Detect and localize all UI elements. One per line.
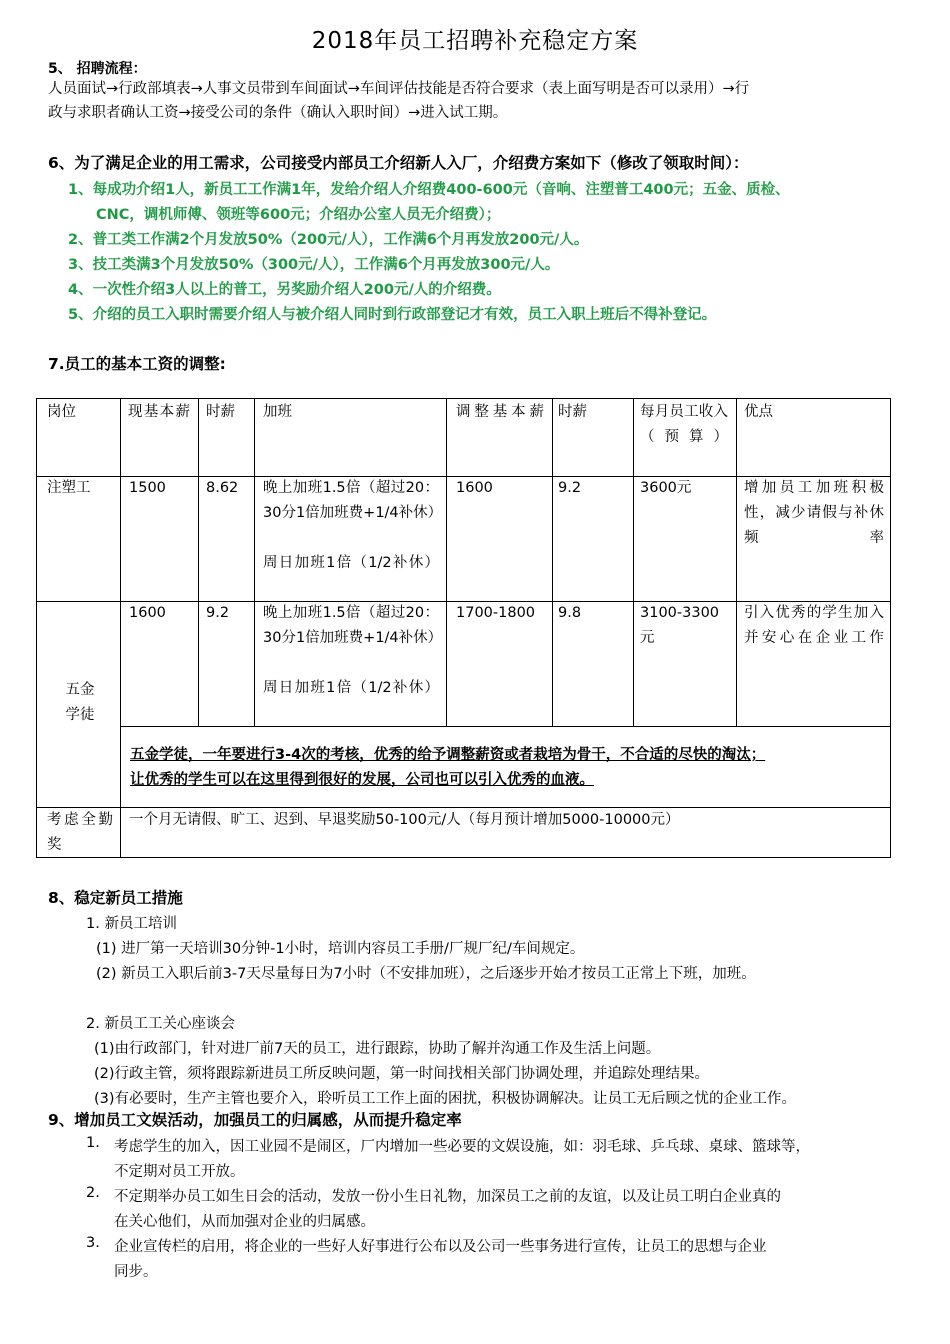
- section9-item-number: 3.: [86, 1235, 100, 1251]
- row1-advantage: 增加员工加班积极性，减少请假与补休频率: [744, 480, 884, 546]
- section9-item-line: 不定期对员工开放。: [114, 1164, 245, 1180]
- section5-heading: 5、 招聘流程：: [48, 61, 147, 77]
- row2-post-text: 五金学徒: [65, 682, 95, 723]
- section9-item-line: 企业宣传栏的启用，将企业的一些好人好事进行公布以及公司一些事务进行宣传，让员工的思想与企业: [114, 1239, 767, 1255]
- section9-item-line: 在关心他们，从而加强对企业的归属感。: [114, 1214, 375, 1230]
- header-overtime: 加班: [263, 404, 292, 420]
- section8-subheading: 2. 新员工工关心座谈会: [86, 1016, 235, 1032]
- section7-heading: 7.员工的基本工资的调整:: [48, 355, 226, 373]
- table-col-divider: [198, 398, 199, 726]
- header-hourly: 时薪: [206, 404, 235, 420]
- header-advantage: 优点: [744, 404, 773, 420]
- section9-item-number: 1.: [86, 1135, 100, 1151]
- attendance-text: 一个月无请假、旷工、迟到、早退奖励50-100元/人（每月预计增加5000-10000元）: [129, 812, 680, 828]
- row1-new-hourly: 9.2: [558, 480, 582, 496]
- header-base-salary: 现基本薪: [128, 404, 190, 420]
- row1-monthly-income: 3600元: [640, 480, 692, 496]
- row1-base-salary: 1500: [129, 480, 166, 496]
- header-post: 岗位: [47, 404, 76, 420]
- section5-line: 政与求职者确认工资→接受公司的条件（确认入职时间）→进入试工期。: [48, 105, 508, 121]
- table-col-divider: [633, 398, 634, 726]
- section6-item: 5、介绍的员工入职时需要介绍人与被介绍人同时到行政部登记才有效，员工入职上班后不得补登记。: [68, 307, 717, 323]
- table-border: [890, 398, 891, 858]
- row1-new-base-salary: 1600: [456, 480, 493, 496]
- table-col-divider: [736, 398, 737, 726]
- apprentice-note: 让优秀的学生可以在这里得到很好的发展，公司也可以引入优秀的血液。: [130, 772, 594, 788]
- row2-overtime-night: 晚上加班1.5倍（超过20：30分1倍加班费+1/4补休）: [263, 605, 443, 646]
- header-monthly-income: 每月员工收入（预算）: [640, 404, 728, 445]
- table-col-divider: [120, 398, 121, 858]
- table-border: [36, 857, 891, 858]
- section6-item: 1、每成功介绍1人，新员工工作满1年，发给介绍人介绍费400-600元（音响、注塑普工400元；五金、质检、: [68, 182, 790, 198]
- section9-item-line: 同步。: [114, 1264, 158, 1280]
- row1-hourly: 8.62: [206, 480, 239, 496]
- section8-subheading: 1. 新员工培训: [86, 916, 177, 932]
- attendance-label: 考虑全勤奖: [47, 812, 113, 853]
- row2-hourly: 9.2: [206, 605, 230, 621]
- document-title: 2018年员工招聘补充稳定方案: [311, 28, 639, 54]
- header-new-hourly: 时薪: [558, 404, 587, 420]
- row2-base-salary: 1600: [129, 605, 166, 621]
- row2-post: [46, 678, 114, 728]
- section9-heading: 9、增加员工文娱活动，加强员工的归属感，从而提升稳定率: [48, 1111, 462, 1129]
- table-border: [36, 398, 891, 399]
- row2-advantage: 引入优秀的学生加入并安心在企业工作: [744, 605, 884, 646]
- section8-heading: 8、稳定新员工措施: [48, 889, 183, 907]
- section8-item: (1)由行政部门，针对进厂前7天的员工，进行跟踪，协助了解并沟通工作及生活上问题。: [94, 1041, 661, 1057]
- section8-item: (2)行政主管，须将跟踪新进员工所反映问题，第一时间找相关部门协调处理，并追踪处理结果。: [94, 1066, 710, 1082]
- section5-paragraph: [48, 77, 749, 125]
- section6-item: 2、普工类工作满2个月发放50%（200元/人），工作满6个月再发放200元/人。: [68, 232, 589, 248]
- section8-item: (1) 进厂第一天培训30分钟-1小时，培训内容员工手册/厂规厂纪/车间规定。: [96, 941, 585, 957]
- section6-heading: 6、为了满足企业的用工需求，公司接受内部员工介绍新人入厂，介绍费方案如下（修改了领取时间）：: [48, 154, 749, 172]
- apprentice-note: 五金学徒，一年要进行3-4次的考核，优秀的给予调整薪资或者栽培为骨干，不合适的尽快的淘汰；: [130, 747, 766, 763]
- section6-item: CNC，调机师傅、领班等600元；介绍办公室人员无介绍费）；: [96, 207, 501, 223]
- section6-item: 3、技工类满3个月发放50%（300元/人），工作满6个月再发放300元/人。: [68, 257, 560, 273]
- table-row-divider: [120, 726, 891, 727]
- row2-overtime-sunday: 周日加班1倍（1/2补休）: [263, 680, 439, 696]
- header-new-base-salary: 调整基本薪: [456, 404, 544, 420]
- table-col-divider: [254, 398, 255, 726]
- section8-item: (2) 新员工入职后前3-7天尽量每日为7小时（不安排加班），之后逐步开始才按员工正常上下班，加班。: [96, 966, 756, 982]
- row2-new-hourly: 9.8: [558, 605, 582, 621]
- table-border: [36, 398, 37, 858]
- table-col-divider: [552, 398, 553, 726]
- row2-monthly-income: 3100-3300元: [640, 605, 720, 646]
- row1-post: 注塑工: [47, 480, 91, 496]
- section9-item-number: 2.: [86, 1185, 100, 1201]
- table-col-divider: [446, 398, 447, 726]
- row2-new-base-salary: 1700-1800: [456, 605, 536, 621]
- salary-table: [36, 398, 891, 858]
- row1-overtime-sunday: 周日加班1倍（1/2补休）: [263, 555, 439, 571]
- section9-item-line: 不定期举办员工如生日会的活动，发放一份小生日礼物，加深员工之前的友谊，以及让员工明白企业真的: [114, 1189, 781, 1205]
- section6-item: 4、一次性介绍3人以上的普工，另奖励介绍人200元/人的介绍费。: [68, 282, 501, 298]
- section9-item-line: 考虑学生的加入，因工业园不是闹区，厂内增加一些必要的文娱设施，如：羽毛球、乒乓球、桌球、篮球等，: [114, 1139, 810, 1155]
- section8-item: (3)有必要时，生产主管也要介入，聆听员工工作上面的困扰，积极协调解决。让员工无后顾之忧的企业工作。: [94, 1091, 797, 1107]
- row1-overtime-night: 晚上加班1.5倍（超过20：30分1倍加班费+1/4补休）: [263, 480, 443, 521]
- section5-line: 人员面试→行政部填表→人事文员带到车间面试→车间评估技能是否符合要求（表上面写明是否可以录用）→行: [48, 81, 750, 97]
